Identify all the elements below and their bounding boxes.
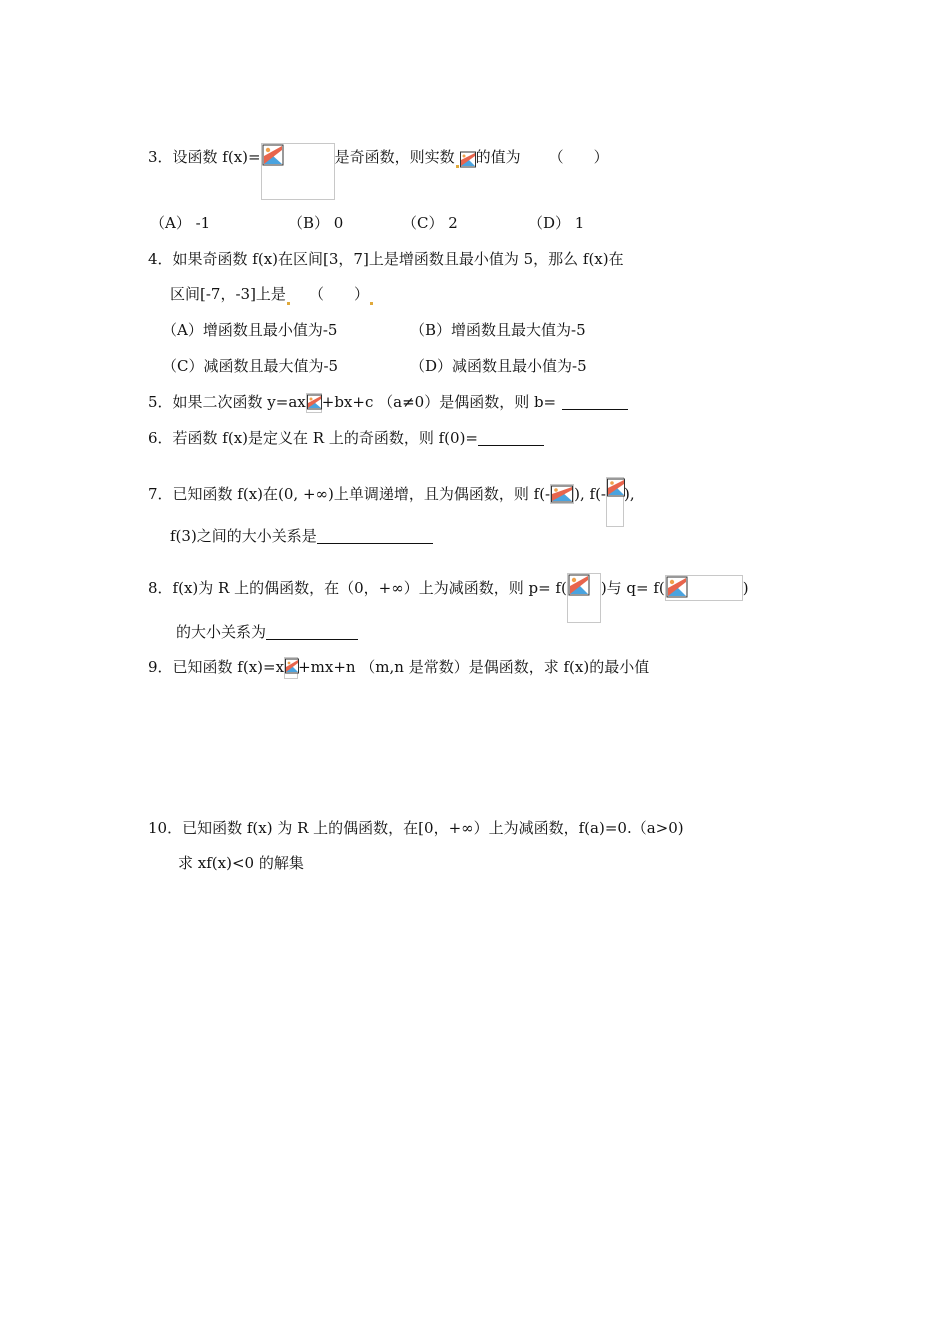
q8-stem	[148, 573, 749, 623]
answer-blank[interactable]	[562, 393, 628, 410]
q7-part-c: ),	[624, 485, 635, 503]
q8-line2	[176, 622, 358, 642]
q10-line1: 10．已知函数 f(x) 为 R 上的偶函数，在[0，+∞）上为减函数，f(a)=0.（a>0)	[148, 819, 684, 837]
q4-paren: （ ）	[308, 285, 369, 303]
answer-blank[interactable]	[266, 623, 358, 640]
dot-icon	[370, 302, 373, 305]
broken-image-icon	[606, 477, 624, 527]
q8-line2-text: 的大小关系为	[176, 623, 267, 641]
q5-part-b: +bx+c （a≠0）是偶函数，则 b=	[321, 393, 557, 411]
q4-line1: 4．如果奇函数 f(x)在区间[3，7]上是增函数且最小值为 5，那么 f(x)在	[148, 250, 624, 268]
q3-option-b: （B） 0	[288, 214, 344, 232]
q3-mid: 是奇函数，则实数	[334, 148, 455, 166]
q8-part-b: )与 q= f(	[600, 579, 665, 597]
q5-part-a: 5．如果二次函数 y=ax	[148, 393, 306, 411]
broken-image-icon	[460, 150, 476, 168]
q3-paren: （ ）	[548, 148, 609, 166]
broken-image-icon	[306, 393, 322, 413]
q3-option-a: （A） -1	[150, 214, 211, 232]
q4-option-d: （D）减函数且最小值为-5	[410, 357, 587, 375]
q9-part-b: +mx+n （m,n 是常数）是偶函数，求 f(x)的最小值	[298, 658, 650, 676]
q7-line2-text: f(3)之间的大小关系是	[170, 527, 317, 545]
q4-option-c: （C）减函数且最大值为-5	[162, 357, 339, 375]
q7-stem	[148, 477, 635, 527]
broken-image-icon	[665, 575, 743, 601]
q6-text: 6．若函数 f(x)是定义在 R 上的奇函数，则 f(0)=	[148, 429, 478, 447]
broken-image-icon	[567, 573, 601, 623]
q7-part-a: 7．已知函数 f(x)在(0, +∞)上单调递增，且为偶函数，则 f(-	[148, 485, 551, 503]
q6-stem	[148, 428, 544, 448]
q5-stem	[148, 392, 628, 413]
q9-stem	[148, 657, 649, 679]
q8-part-c: )	[742, 579, 749, 597]
q7-part-b: ), f(-	[574, 485, 606, 503]
q8-part-a: 8．f(x)为 R 上的偶函数，在（0，+∞）上为减函数，则 p= f(	[148, 579, 567, 597]
q3-prefix: 3．设函数 f(x)=	[148, 148, 261, 166]
q3-option-d: （D） 1	[528, 214, 585, 232]
dot-icon	[456, 165, 459, 168]
dot-icon	[287, 302, 290, 305]
broken-image-icon	[261, 143, 335, 200]
q4-line2	[170, 284, 374, 305]
q10-line2: 求 xf(x)<0 的解集	[178, 854, 304, 872]
q4-option-b: （B）增函数且最大值为-5	[410, 321, 586, 339]
q3-option-c: （C） 2	[402, 214, 458, 232]
broken-image-icon	[550, 484, 574, 504]
q3-suffix: 的值为	[475, 148, 521, 166]
broken-image-icon	[284, 657, 298, 679]
q3-stem	[148, 143, 609, 200]
q7-line2	[170, 526, 433, 546]
q4-line2-text: 区间[-7，-3]上是	[170, 285, 286, 303]
answer-blank[interactable]	[317, 527, 433, 544]
q4-option-a: （A）增函数且最小值为-5	[162, 321, 338, 339]
q9-part-a: 9．已知函数 f(x)=x	[148, 658, 285, 676]
answer-blank[interactable]	[478, 429, 544, 446]
